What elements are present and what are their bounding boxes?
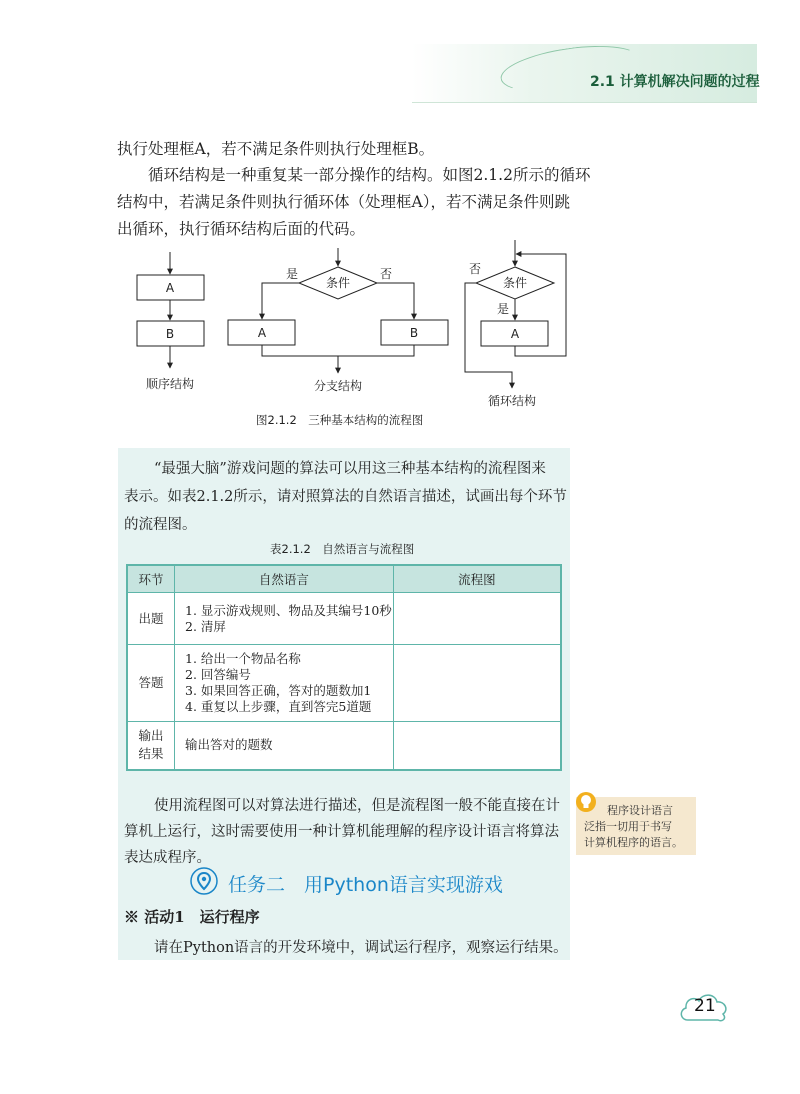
tip-line-2: 泛指一切用于书写: [584, 820, 672, 833]
usage-line-1: 使用流程图可以对算法进行描述，但是流程图一般不能直接在计: [154, 798, 560, 814]
activity-intro-line-1: “最强大脑”游戏问题的算法可以用这三种基本结构的流程图来: [154, 461, 546, 477]
step-text: 4. 重复以上步骤，直到答完5道题: [185, 699, 372, 714]
table-row: [127, 722, 561, 770]
body-line-1: 执行处理框A，若不满足条件则执行处理框B。: [117, 140, 435, 158]
activity1-text: 请在Python语言的开发环境中，调试运行程序，观察运行结果。: [154, 940, 568, 956]
flowchart-figure: [0, 0, 800, 440]
page-number: 21: [694, 996, 716, 1016]
location-pin-icon: [190, 866, 218, 896]
tip-line-1: 程序设计语言: [607, 804, 673, 817]
sequence-a-label: A: [165, 281, 175, 295]
loop-condition-label: 条件: [502, 276, 528, 290]
activity-intro-line-3: 的流程图。: [124, 517, 197, 533]
header-stage: 环节: [127, 565, 175, 593]
table-caption: 表2.1.2 自然语言与流程图: [270, 542, 415, 556]
sequence-structure: [137, 252, 204, 368]
stage-name: 输出: [138, 728, 164, 744]
step-text: 1. 显示游戏规则、物品及其编号10秒: [185, 602, 392, 618]
flowchart-cell[interactable]: [393, 645, 561, 722]
header-natural-language: 自然语言: [175, 565, 394, 593]
flowchart-cell[interactable]: [393, 722, 561, 770]
sequence-b-label: B: [165, 327, 175, 341]
table-row: [127, 645, 561, 722]
sequence-structure-label: 顺序结构: [145, 377, 195, 391]
task-title: 任务二 用Python语言实现游戏: [228, 874, 503, 896]
table-row: [127, 593, 561, 645]
branch-structure: [228, 248, 448, 373]
activity1-title: ※ 活动1 运行程序: [124, 908, 260, 926]
tip-line-3: 计算机程序的语言。: [584, 836, 683, 849]
stage-name: 结果: [138, 746, 164, 762]
loop-paragraph-line-2: 结构中，若满足条件则执行循环体（处理框A），若不满足条件则跳: [117, 193, 570, 211]
loop-yes-label: 是: [496, 302, 510, 316]
table-header-row: [127, 565, 561, 593]
lightbulb-icon: [574, 790, 598, 814]
loop-paragraph-line-3: 出循环，执行循环结构后面的代码。: [117, 220, 366, 238]
stage-name: 答题: [138, 675, 164, 690]
natural-language-table: [126, 564, 562, 771]
step-text: 2. 回答编号: [185, 667, 251, 682]
flowchart-cell[interactable]: [393, 593, 561, 645]
branch-condition-label: 条件: [325, 276, 351, 290]
section-title: 2.1 计算机解决问题的过程: [590, 74, 760, 90]
branch-b-label: B: [409, 326, 419, 340]
loop-no-label: 否: [468, 262, 482, 276]
header-flowchart: 流程图: [393, 565, 561, 593]
usage-line-2: 算机上运行，这时需要使用一种计算机能理解的程序设计语言将算法: [124, 824, 559, 840]
loop-structure-label: 循环结构: [487, 394, 537, 408]
step-text: 1. 给出一个物品名称: [185, 651, 301, 666]
step-text: 2. 清屏: [185, 618, 226, 634]
branch-yes-label: 是: [285, 267, 299, 281]
branch-no-label: 否: [379, 267, 393, 281]
figure-caption: 图2.1.2 三种基本结构的流程图: [256, 413, 424, 427]
branch-a-label: A: [257, 326, 267, 340]
stage-name: 出题: [138, 610, 164, 626]
loop-paragraph-line-1: 循环结构是一种重复某一部分操作的结构。如图2.1.2所示的循环: [148, 166, 591, 184]
branch-structure-label: 分支结构: [313, 379, 363, 393]
activity-intro-line-2: 表示。如表2.1.2所示，请对照算法的自然语言描述，试画出每个环节: [124, 489, 567, 505]
loop-a-label: A: [510, 327, 520, 341]
step-text: 3. 如果回答正确，答对的题数加1: [185, 683, 372, 698]
usage-line-3: 表达成程序。: [124, 850, 211, 866]
step-text: 输出答对的题数: [185, 737, 273, 753]
